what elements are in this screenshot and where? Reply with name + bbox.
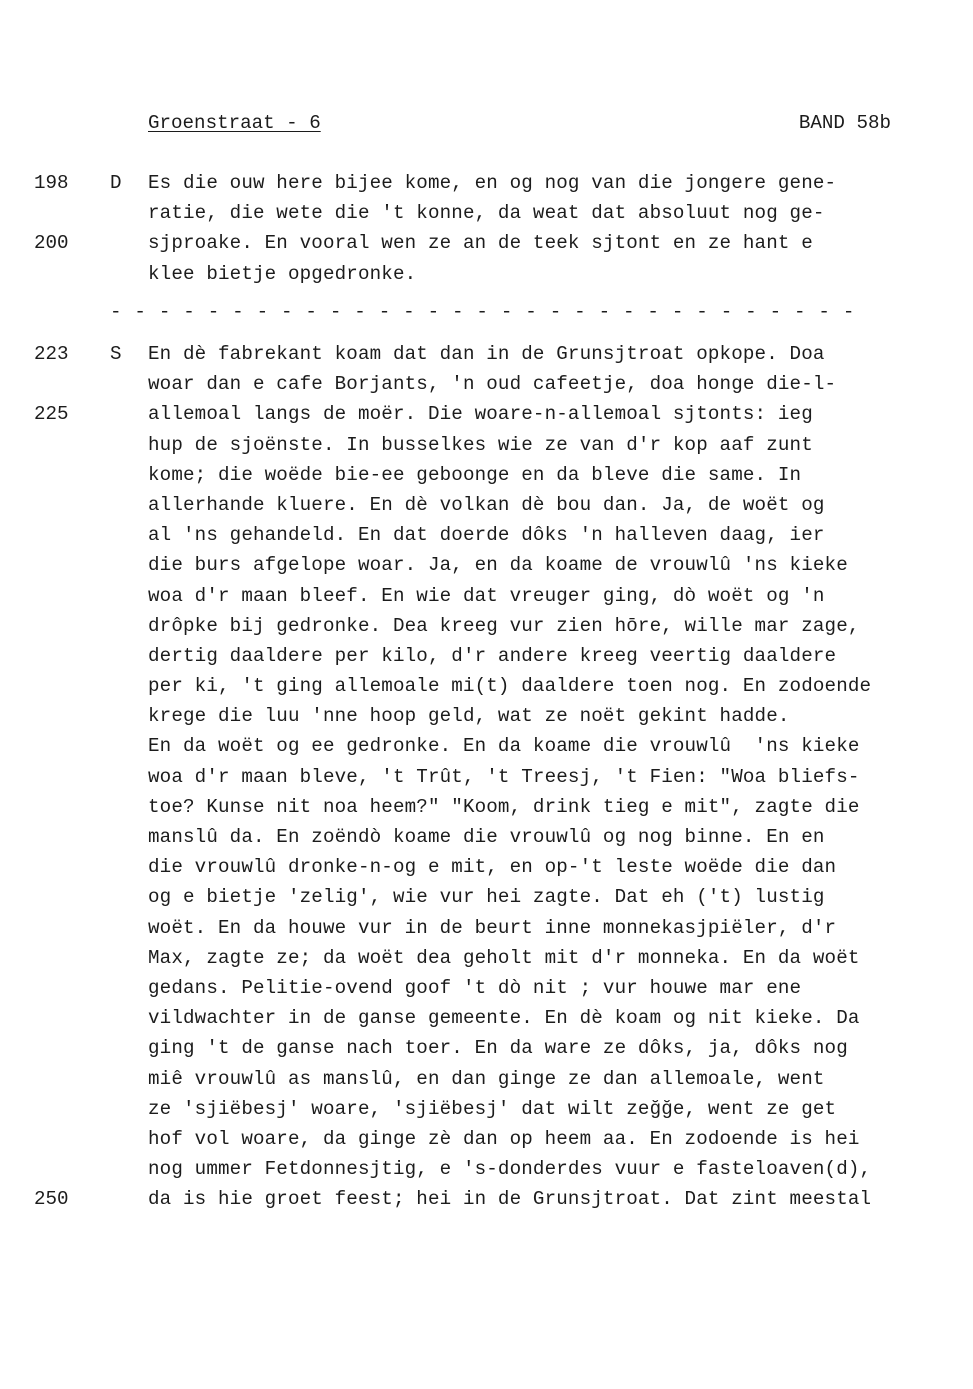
line-text: ging 't de ganse nach toer. En da ware ze dôks, ja, dôks nog	[148, 1037, 848, 1060]
transcript-line	[0, 913, 973, 943]
line-text: Es die ouw here bijee kome, en og nog van die jongere gene-	[148, 172, 837, 194]
transcript-line	[0, 228, 973, 258]
line-number: 225	[34, 403, 69, 426]
line-text: per ki, 't ging allemoale mi(t) daaldere toen nog. En zodoende	[148, 675, 872, 698]
line-text: hup de sjoënste. In busselkes wie ze van d'r kop aaf zunt	[148, 433, 813, 456]
transcript-line	[0, 1003, 973, 1033]
line-text: gedans. Pelitie-ovend goof 't dò nit ; vur houwe mar ene	[148, 976, 802, 999]
line-number: 223	[34, 343, 69, 365]
line-text: die vrouwlû dronke-n-og e mit, en op-'t leste woëde die dan	[148, 856, 837, 879]
transcript-line	[0, 611, 973, 641]
speaker-label: D	[110, 172, 122, 194]
transcript-line	[0, 399, 973, 429]
transcript-line	[0, 581, 973, 611]
transcript-line	[0, 339, 973, 369]
transcript-line	[0, 1033, 973, 1063]
line-text: toe? Kunse nit noa heem?" "Koom, drink tieg e mit", zagte die	[148, 795, 860, 818]
transcript-line	[0, 1124, 973, 1154]
transcript-line	[0, 1064, 973, 1094]
line-text: krege die luu 'nne hoop geld, wat ze noët gekint hadde.	[148, 705, 790, 728]
transcript-line	[0, 701, 973, 731]
line-number: 200	[34, 232, 69, 255]
section-separator: - - - - - - - - - - - - - - - - - - - - - - - - - - - - - - -	[110, 301, 856, 323]
line-text: nog ummer Fetdonnesjtig, e 's-donderdes vuur e fasteloaven(d),	[148, 1158, 872, 1181]
transcript-line	[0, 943, 973, 973]
transcript-line	[0, 430, 973, 460]
transcript-line	[0, 1184, 973, 1214]
transcript-line	[0, 882, 973, 912]
transcript-line	[0, 671, 973, 701]
line-text: klee bietje opgedronke.	[148, 262, 417, 285]
transcript-line	[0, 792, 973, 822]
transcript-line	[0, 641, 973, 671]
line-number: 198	[34, 172, 69, 194]
line-text: woa d'r maan bleve, 't Trût, 't Treesj, 't Fien: "Woa bliefs-	[148, 765, 860, 788]
transcript-line	[0, 168, 973, 198]
line-text: die burs afgelope woar. Ja, en da koame de vrouwlû 'ns kieke	[148, 554, 848, 577]
transcript-line	[0, 198, 973, 228]
line-text: drôpke bij gedronke. Dea kreeg vur zien hōre, wille mar zage,	[148, 614, 860, 637]
transcript-line	[0, 490, 973, 520]
line-text: miê vrouwlû as manslû, en dan ginge ze dan allemoale, went	[148, 1067, 825, 1090]
transcript-line	[0, 973, 973, 1003]
transcript-line	[0, 762, 973, 792]
band-label: BAND 58b	[798, 112, 891, 134]
transcript-line	[0, 550, 973, 580]
page-title: Groenstraat - 6	[148, 112, 321, 134]
line-text: allerhande kluere. En dè volkan dè bou dan. Ja, de woët og	[148, 493, 825, 516]
transcript-block-1	[0, 168, 973, 289]
line-text: woët. En da houwe vur in de beurt inne monnekasjpiëler, d'r	[148, 916, 837, 939]
line-text: woar dan e cafe Borjants, 'n oud cafeetje, doa honge die-l-	[148, 373, 837, 396]
line-text: vildwachter in de ganse gemeente. En dè koam og nit kieke. Da	[148, 1007, 860, 1030]
transcript-line	[0, 369, 973, 399]
line-text: kome; die woëde bie-ee geboonge en da bleve die same. In	[148, 463, 802, 486]
line-text: dertig daaldere per kilo, d'r andere kreeg veertig daaldere	[148, 644, 837, 667]
transcript-line	[0, 520, 973, 550]
line-text: En dè fabrekant koam dat dan in de Grunsjtroat opkope. Doa	[148, 343, 825, 365]
line-text: hof vol woare, da ginge zè dan op heem aa. En zodoende is hei	[148, 1127, 860, 1150]
line-text: Max, zagte ze; da woët dea geholt mit d'r monneka. En da woët	[148, 946, 860, 969]
line-text: og e bietje 'zelig', wie vur hei zagte. Dat eh ('t) lustig	[148, 886, 825, 909]
line-number: 250	[34, 1188, 69, 1211]
transcript-block-2	[0, 339, 973, 1214]
line-text: da is hie groet feest; hei in de Grunsjtroat. Dat zint meestal	[148, 1188, 872, 1211]
speaker-label: S	[110, 343, 122, 365]
transcript-line	[0, 1154, 973, 1184]
transcript-line	[0, 460, 973, 490]
line-text: ratie, die wete die 't konne, da weat dat absoluut nog ge-	[148, 202, 825, 225]
line-text: allemoal langs de moër. Die woare-n-allemoal sjtonts: ieg	[148, 403, 813, 426]
line-text: al 'ns gehandeld. En dat doerde dôks 'n halleven daag, ier	[148, 524, 825, 547]
transcript-line	[0, 852, 973, 882]
line-text: woa d'r maan bleef. En wie dat vreuger ging, dò woët og 'n	[148, 584, 825, 607]
transcript-line	[0, 731, 973, 761]
line-text: sjproake. En vooral wen ze an de teek sjtont en ze hant e	[148, 232, 813, 255]
transcript-line	[0, 822, 973, 852]
line-text: ze 'sjiëbesj' woare, 'sjiëbesj' dat wilt zeğğe, went ze get	[148, 1097, 837, 1120]
line-text: manslû da. En zoëndò koame die vrouwlû og nog binne. En en	[148, 826, 825, 848]
transcript-line	[0, 1094, 973, 1124]
line-text: En da woët og ee gedronke. En da koame die vrouwlû 'ns kieke	[148, 735, 860, 758]
transcript-line	[0, 259, 973, 289]
